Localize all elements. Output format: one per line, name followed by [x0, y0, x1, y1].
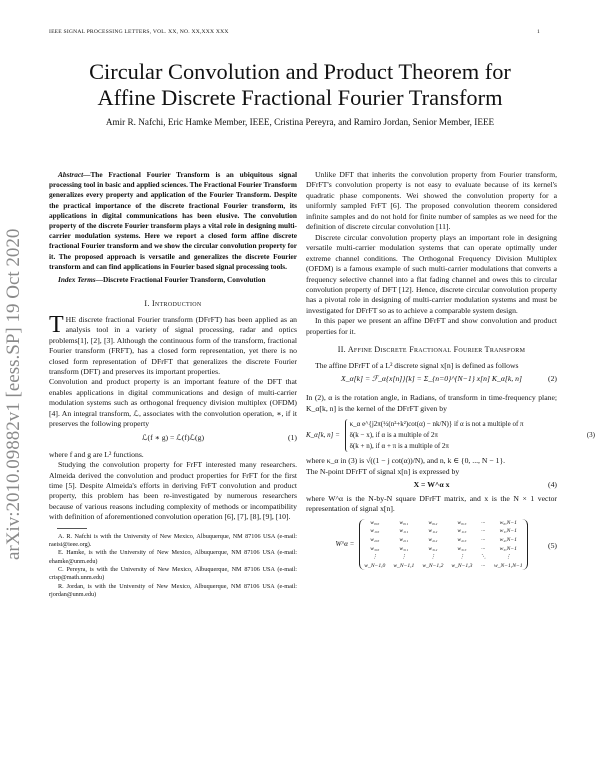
dfrft-matrix [359, 519, 527, 571]
footnote-pereyra: C. Pereyra, is with the University of New Mexico, Albuquerque, NM 87106 USA (e-mail: crisp@math.unm.edu) [49, 566, 297, 582]
equation-3-case-1: κ_α e^{j2π(½(n²+k²)cot(α) − nk/N)} if α is not a multiple of π [349, 420, 524, 429]
index-terms-text: —Discrete Fractional Fourier Transform, Convolution [95, 275, 266, 285]
arxiv-stamp: arXiv:2010.09882v1 [eess.SP] 19 Oct 2020 [3, 228, 24, 560]
equation-3-case-3: δ(k + n), if α + π is a multiple of 2π [349, 442, 449, 451]
equation-2-body: X_α[k] = ℱ_α{x[n]}[k] = Σ_{n=0}^{N−1} x[n] K_α[k, n] [341, 374, 522, 384]
matrix-cell: w₀,N−1 [499, 519, 517, 526]
matrix-cell: w_N−1,3 [451, 562, 473, 569]
right-column [306, 170, 595, 570]
matrix-cell: ··· [481, 545, 486, 552]
footnotes [49, 533, 297, 599]
author-list: Amir R. Nafchi, Eric Hamke Member, IEEE, Cristina Pereyra, and Ramiro Jordan, Senior Member, IEEE [105, 117, 495, 127]
right-paragraph-5: In (2), α is the rotation angle, in Radians, of transform in time-frequency plane; K_α[k, n] is the kernel of the DFrFT given by [306, 393, 557, 413]
equation-5-lhs: W^α = [335, 540, 355, 549]
matrix-cell: w₀,₁ [399, 519, 409, 526]
abstract-text: —The Fractional Fourier Transform is an ubiquitous signal processing tool in basic and applied sciences. The Fractional Fourier Transform generalizes every property and application of the Fourier Transform. Despite the practical importance of the discrete fractional Fourier transform, its applications in digital communications has been elusive. The convolution property of the discrete Fourier transform plays a vital role in designing multi-carrier modulation systems. Here we report a closed form affine discrete fractional Fourier transform and we show the circular convolution property for it. The proposed approach is versatile and generalizes the discrete Fourier transform and can find applications in Fourier based signal processing tools. [49, 170, 297, 271]
index-terms-label: Index Terms [58, 275, 96, 285]
equation-4 [306, 477, 557, 494]
matrix-cell: ··· [481, 528, 486, 535]
section-heading-affine-dfrft: II. Affine Discrete Fractional Fourier Transform [337, 345, 526, 355]
intro-paragraph-2: Convolution and product property is an important feature of the DFT that enables applications in digital communications and design of multi-carrier modulation systems such as orthogonal frequency division multiplex (OFDM) [4]. An integral transform, ℒ, associates with the convolution operation, ∗, if it preserves the following property [49, 377, 297, 429]
matrix-cell: w₂,₃ [457, 537, 467, 544]
matrix-cell: ··· [481, 519, 486, 526]
paper-title-line-1: Circular Convolution and Product Theorem for [89, 59, 511, 84]
right-paragraph-6: where κ_α in (3) is √((1 − j cot(α))/N), and n, k ∈ {0, ..., N − 1}. [306, 456, 506, 466]
section-heading-introduction: I. Introduction [144, 299, 202, 309]
matrix-cell: w₁,₀ [370, 528, 380, 535]
matrix-cell: ⋮ [372, 554, 378, 561]
matrix-cell: w_N−1,0 [364, 562, 386, 569]
matrix-cell: w_N−1,N−1 [494, 562, 523, 569]
equation-2 [306, 371, 557, 393]
right-paragraph-4: The affine DFrFT of a L² discrete signal x[n] is defined as follows [315, 360, 519, 370]
paper-title-line-2: Affine Discrete Fractional Fourier Transform [97, 85, 503, 110]
right-paragraph-8: where W^α is the N-by-N square DFrFT matrix, and x is the N × 1 vector representation of signal x[n]. [306, 493, 557, 514]
matrix-cell: w₃,₃ [457, 545, 467, 552]
matrix-cell: w₁,₃ [457, 528, 467, 535]
footnote-nafchi: A. R. Nafchi is with the University of New Mexico, Albuquerque, NM 87106 USA (e-mail: raeisi@ieee.org). [49, 532, 297, 549]
equation-1-body: ℒ(f ∗ g) = ℒ(f)ℒ(g) [141, 432, 205, 442]
abstract-label: Abstract [58, 170, 84, 179]
matrix-cell: w₃,₀ [370, 545, 380, 552]
equation-4-number: (4) [548, 479, 557, 489]
matrix-cell: w₀,₀ [370, 519, 380, 526]
matrix-cell: w₂,N−1 [499, 537, 517, 544]
intro-paragraph-1: THE discrete fractional Fourier transform (DFrFT) has been applied as an analysis tool in a variety of signal processing, radar and optics problems[1], [2], [3]. Although the continuous form of the transform, fractional Fourier transform (FRFT), has a closed form representation, yet there is no closed form representation of DFrFT that generalizes the discrete Fourier transform (DFT) and preserves its important properties. [49, 311, 297, 376]
matrix-cell: w₃,₁ [399, 545, 409, 552]
matrix-cell: w_N−1,2 [422, 562, 444, 569]
equation-3-case-2: δ(k − x), if α is a multiple of 2π [349, 431, 438, 440]
abstract [49, 170, 297, 272]
matrix-cell: ⋮ [430, 554, 436, 561]
matrix-cell: w₁,N−1 [499, 528, 517, 535]
right-paragraph-7: The N-point DFrFT of signal x[n] is expressed by [306, 466, 460, 476]
equation-5 [306, 519, 557, 571]
matrix-cell: ⋮ [459, 554, 465, 561]
matrix-cell: w₀,₃ [457, 519, 467, 526]
matrix-cell: w₃,₂ [428, 545, 438, 552]
equation-1-number: (1) [288, 432, 297, 442]
drop-cap: T [49, 311, 64, 338]
matrix-cell: ··· [481, 537, 486, 544]
equation-3-number: (3) [586, 431, 595, 440]
matrix-cell: w₀,₂ [428, 519, 438, 526]
footnote-hamke: E. Hamke, is with the University of New Mexico, Albuquerque, NM 87106 USA (e-mail: ehamke@unm.edu) [49, 549, 297, 565]
matrix-cell: w₁,₂ [428, 528, 438, 535]
right-paragraph-1: Unlike DFT that inherits the convolution property from Fourier transform, DFrFT's convolution property is not easy to evaluate because of its kernel's quadratic phase components. Wei showed the convolution property for a uniformly sampled FrFT [6]. The proposed convolution theorem considered infinite samples and do not hold for finite number of samples as we need for the definition of discrete circular convolution [11]. [306, 170, 557, 232]
matrix-cell: ⋮ [401, 554, 407, 561]
matrix-cell: w₂,₀ [370, 537, 380, 544]
footnote-rule [57, 528, 87, 529]
left-column [49, 170, 297, 599]
matrix-cell: w₂,₁ [399, 537, 409, 544]
equation-5-number: (5) [548, 540, 557, 550]
right-paragraph-3: In this paper we present an affine DFrFT and show convolution and product properties for it. [306, 316, 557, 336]
index-terms [49, 275, 297, 285]
equation-3-lhs: K_α[k, n] = [306, 431, 340, 440]
matrix-cell: w₁,₁ [399, 528, 409, 535]
equation-1 [49, 430, 297, 450]
matrix-cell: ⋮ [505, 554, 512, 561]
matrix-cell: w₂,₂ [428, 537, 438, 544]
intro-paragraph-3: where f and g are L² functions. [49, 449, 144, 459]
equation-3 [306, 419, 595, 452]
footnote-jordan: R. Jordan, is with the University of New Mexico, Albuquerque, NM 87106 USA (e-mail: rjordan@unm.edu) [49, 582, 297, 598]
matrix-cell: w₃,N−1 [499, 545, 517, 552]
equation-2-number: (2) [548, 374, 557, 384]
right-paragraph-2: Discrete circular convolution property plays an important role in designing versatile multi-carrier modulation systems that can operate optimally under extreme channel conditions. The Orthogonal Frequency Division Multiplex (OFDM) is a famous example of such multi-carrier modulations that converts a frequency selective channel into a flat fading channel and owes this to circular convolution property of DFT [12]. Hence, discrete circular convolution property has a pivotal role in designing of multi-carrier modulation systems and must be investigated for DFrFT so as to achieve a comparable system design. [306, 232, 557, 315]
matrix-cell: w_N−1,1 [393, 562, 415, 569]
intro-paragraph-4: Studying the convolution property for FrFT interested many researchers. Almeida derived the convolution and product properties for FrFT for the first time [5]. Despite Almeida's efforts in deriving FrFT convolution and product property, this problem has been re-investigated by numerous researchers because of various reasons including complexity of methods or incompatibility with definition of aforementioned convolution operation [6], [7], [8], [9], [10]. [49, 460, 297, 522]
equation-4-body: X = W^α x [413, 479, 450, 489]
equation-3-cases [345, 419, 524, 452]
running-header: IEEE SIGNAL PROCESSING LETTERS, VOL. XX, NO. XX,XXX XXX [49, 29, 229, 35]
page-number: 1 [537, 29, 540, 35]
matrix-cell: ⋱ [480, 554, 487, 561]
matrix-cell: ··· [481, 562, 486, 569]
